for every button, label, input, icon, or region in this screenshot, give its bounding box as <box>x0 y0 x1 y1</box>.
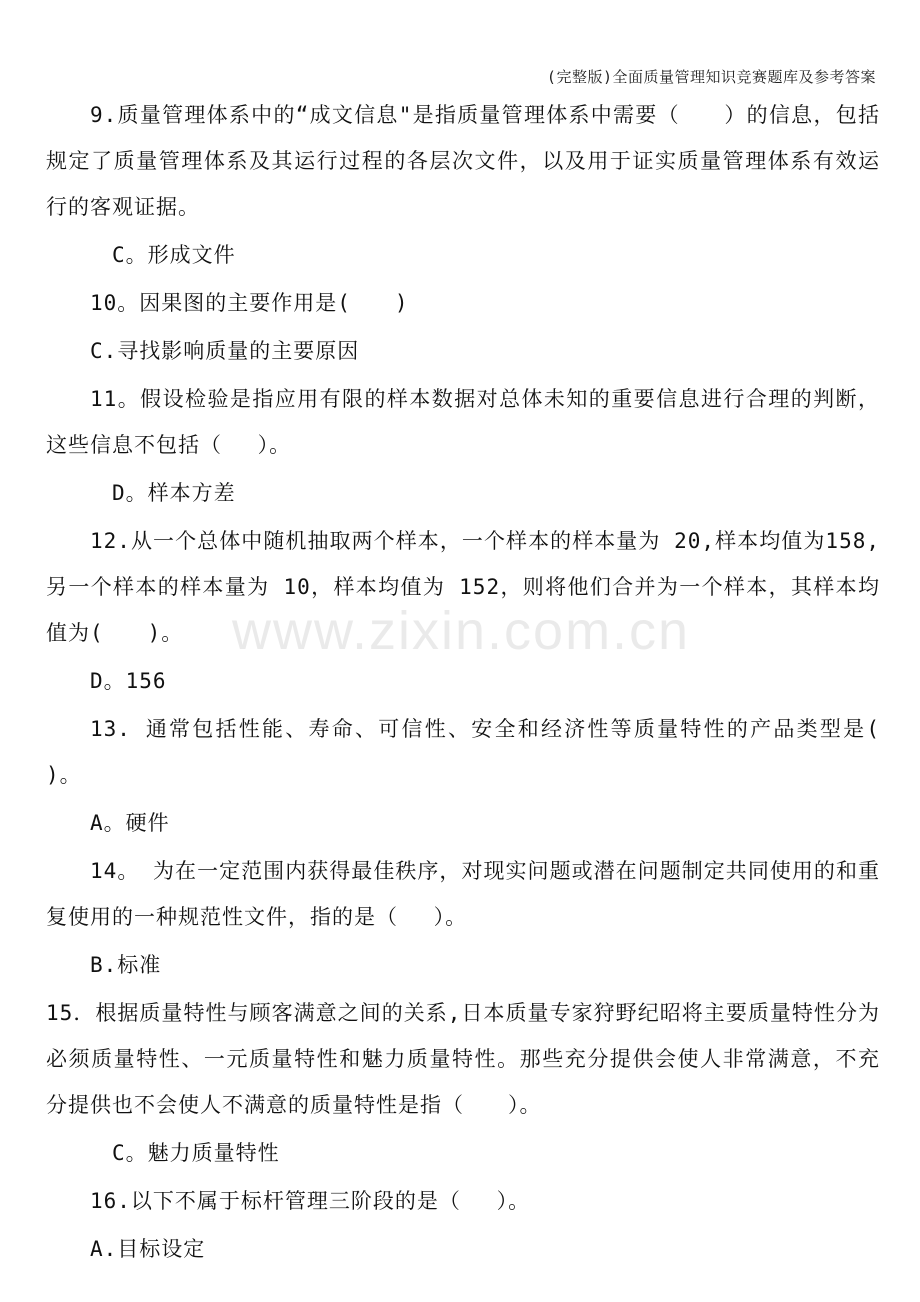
question-14: 14。 为在一定范围内获得最佳秩序，对现实问题或潜在问题制定共同使用的和重复使用的一种规范性文件，指的是（ ）。 <box>46 859 880 929</box>
answer-15: C。魅力质量特性 <box>112 1141 280 1165</box>
answer-13: A。硬件 <box>90 811 170 835</box>
question-16: 16.以下不属于标杆管理三阶段的是（ ）。 <box>90 1189 531 1213</box>
answer-11: D。样本方差 <box>112 481 236 505</box>
answer-9: C。形成文件 <box>112 243 236 267</box>
question-10: 10。因果图的主要作用是( ) <box>90 291 409 315</box>
answer-14: B.标准 <box>90 953 162 977</box>
question-11: 11。假设检验是指应用有限的样本数据对总体未知的重要信息进行合理的判断，这些信息不包括（ ）。 <box>46 387 880 457</box>
question-12: 12.从一个总体中随机抽取两个样本，一个样本的样本量为 20,样本均值为158,另一个样本的样本量为 10，样本均值为 152，则将他们合并为一个样本，其样本均值为( )。 <box>46 529 880 645</box>
question-9: 9.质量管理体系中的“成文信息"是指质量管理体系中需要（ ）的信息，包括规定了质量管理体系及其运行过程的各层次文件，以及用于证实质量管理体系有效运行的客观证据。 <box>46 103 880 219</box>
answer-12: D。156 <box>90 669 167 693</box>
answer-16: A.目标设定 <box>90 1237 206 1261</box>
watermark: www.zixin.com.cn <box>232 601 691 661</box>
document-body <box>46 92 916 1274</box>
question-13: 13. 通常包括性能、寿命、可信性、安全和经济性等质量特性的产品类型是( )。 <box>46 717 916 787</box>
answer-10: C.寻找影响质量的主要原因 <box>90 339 360 363</box>
question-15: 15．根据质量特性与顾客满意之间的关系,日本质量专家狩野纪昭将主要质量特性分为必须质量特性、一元质量特性和魅力质量特性。那些充分提供会使人非常满意，不充分提供也不会使人不满意的质量特性是指（ ）。 <box>46 1001 880 1117</box>
page-header: (完整版)全面质量管理知识竞赛题库及参考答案 <box>546 68 876 86</box>
